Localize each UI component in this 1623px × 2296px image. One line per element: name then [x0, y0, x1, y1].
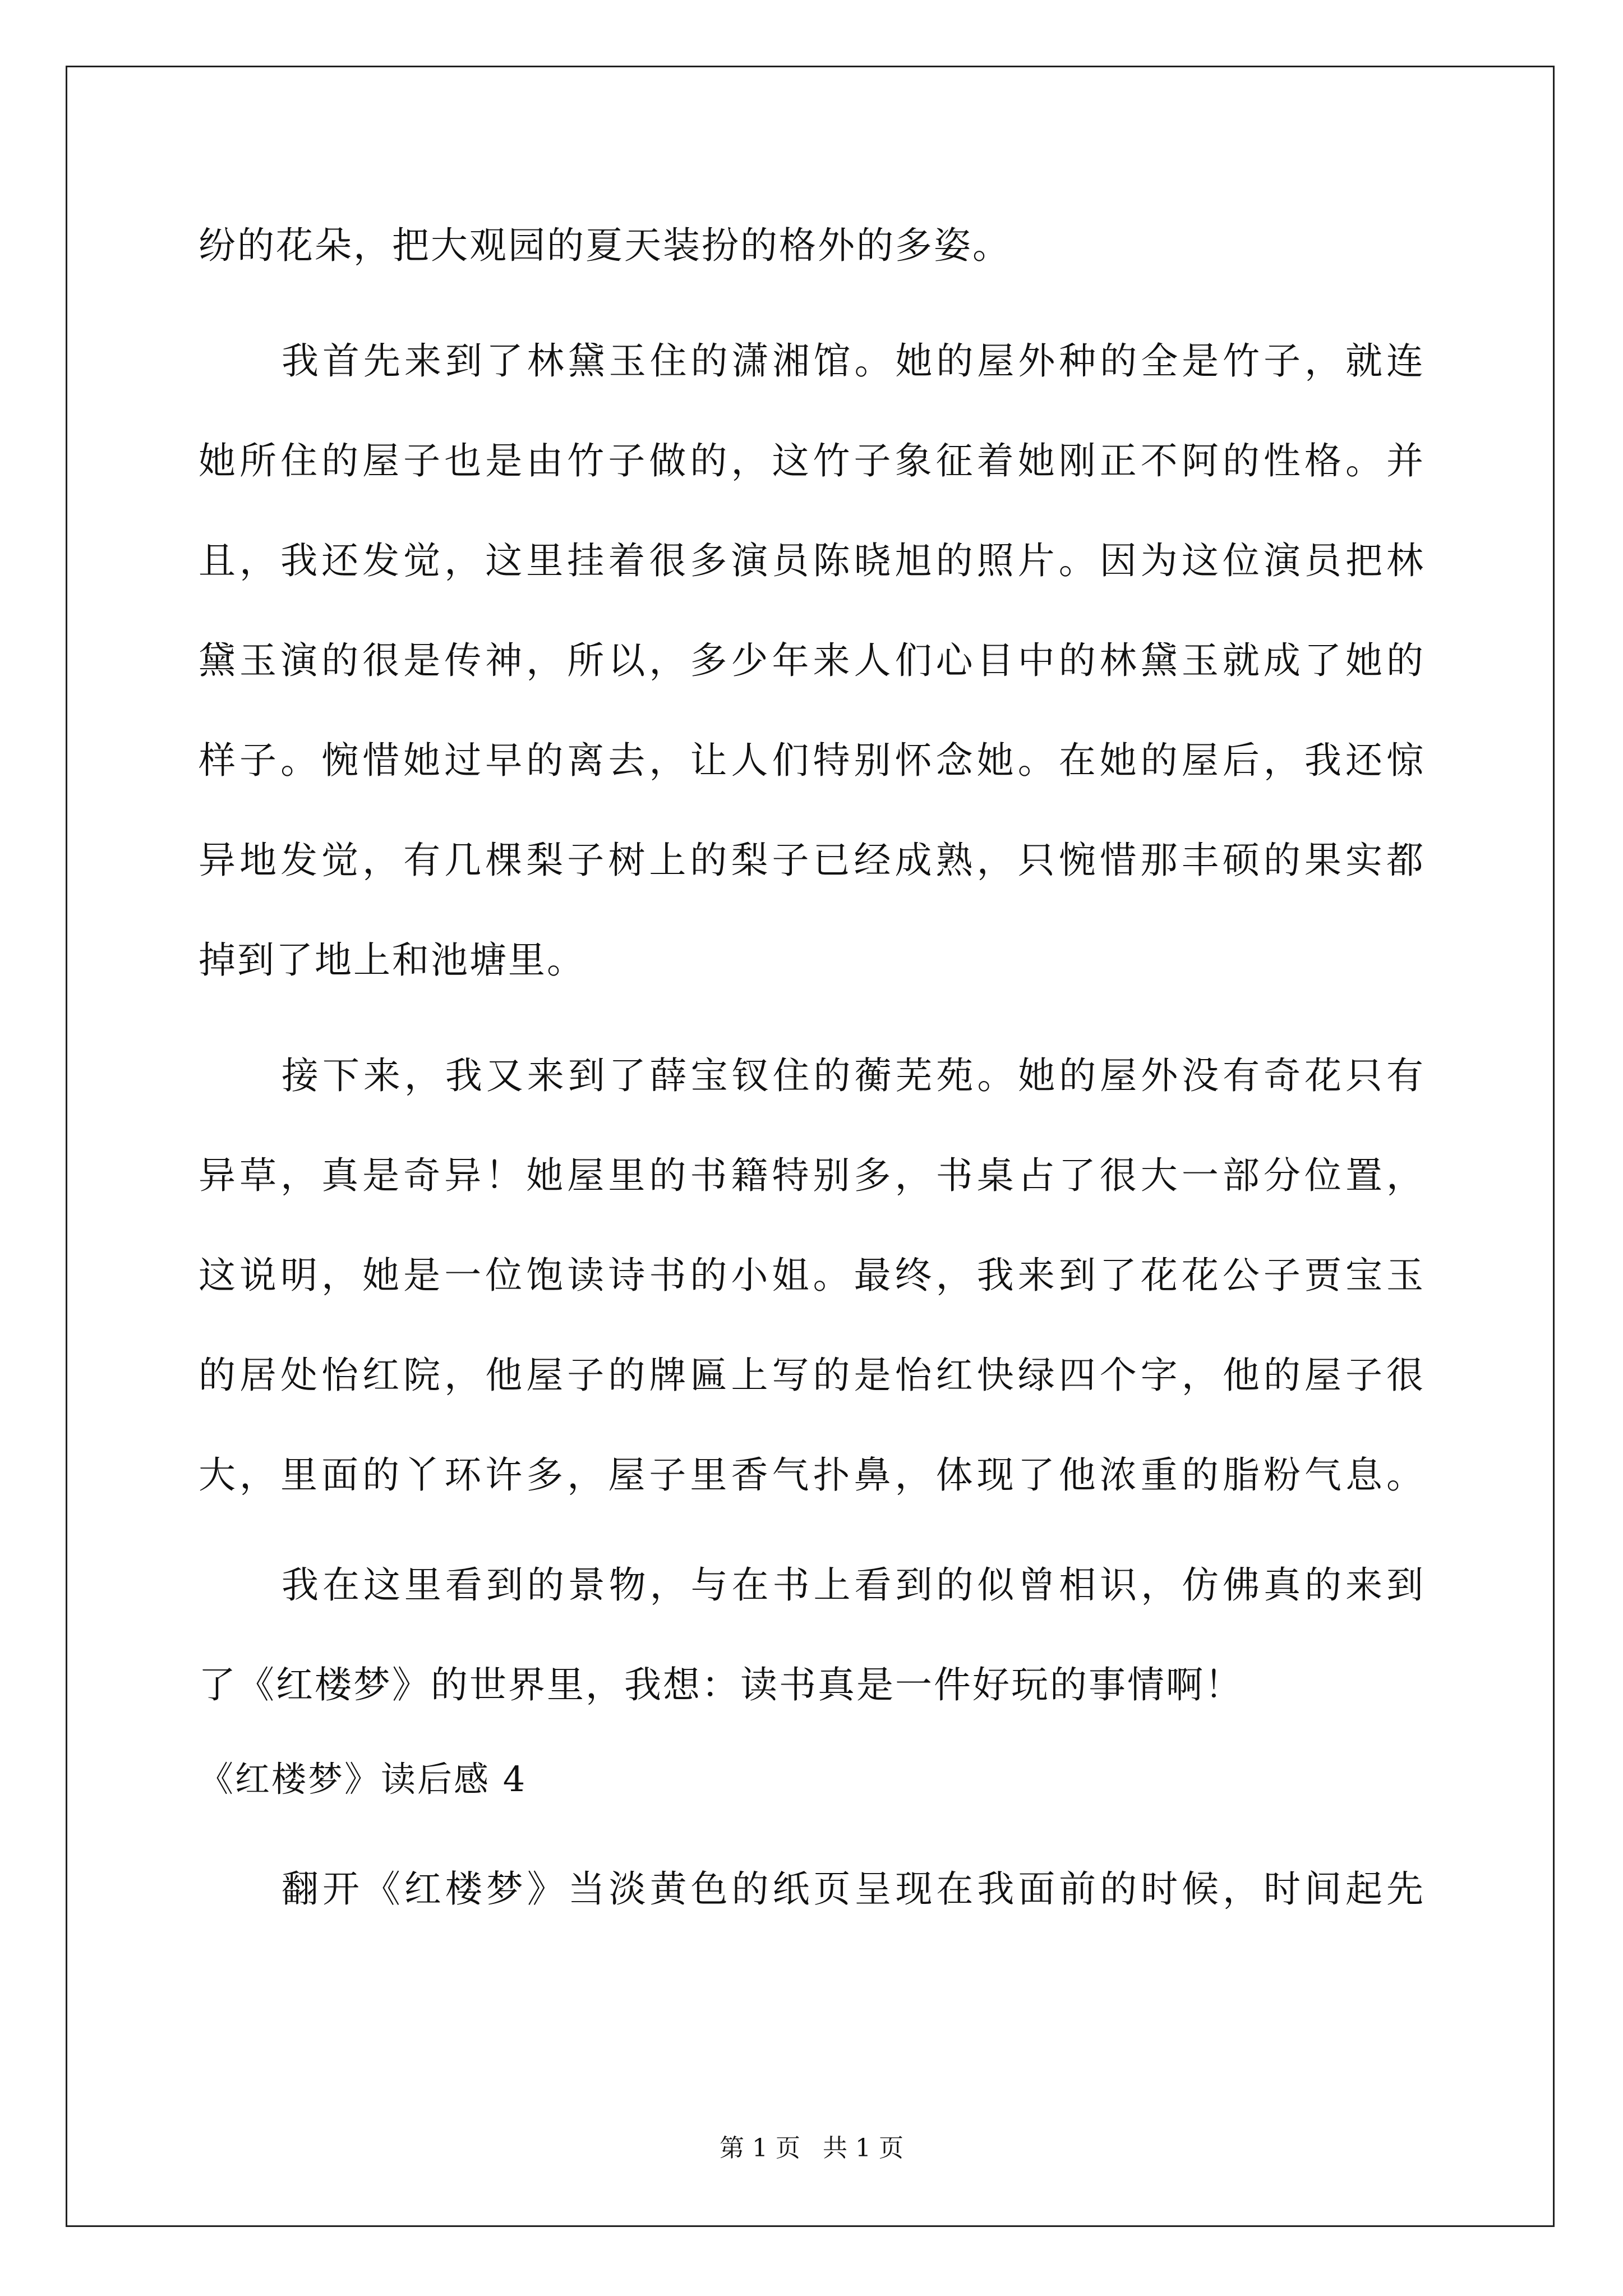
text-line: 样子。惋惜她过早的离去，让人们特别怀念她。在她的屋后，我还惊 — [199, 739, 1423, 782]
paragraph-start-line: 我在这里看到的景物，与在书上看到的似曾相识，仿佛真的来到 — [282, 1563, 1423, 1607]
text-line: 黛玉演的很是传神，所以，多少年来人们心目中的林黛玉就成了她的 — [199, 639, 1423, 682]
text-line: 纷的花朵，把大观园的夏天装扮的格外的多姿。 — [199, 224, 1011, 267]
paragraph-start-line: 翻开《红楼梦》当淡黄色的纸页呈现在我面前的时候，时间起先 — [282, 1867, 1423, 1911]
text-line: 她所住的屋子也是由竹子做的，这竹子象征着她刚正不阿的性格。并 — [199, 439, 1423, 482]
text-line: 这说明，她是一位饱读诗书的小姐。最终，我来到了花花公子贾宝玉 — [199, 1254, 1423, 1297]
text-line: 的居处怡红院，他屋子的牌匾上写的是怡红快绿四个字，他的屋子很 — [199, 1354, 1423, 1397]
text-line: 异草，真是奇异！她屋里的书籍特别多，书桌占了很大一部分位置， — [199, 1154, 1423, 1197]
text-line: 且，我还发觉，这里挂着很多演员陈晓旭的照片。因为这位演员把林 — [199, 539, 1423, 582]
text-line: 掉到了地上和池塘里。 — [199, 938, 585, 982]
paragraph-start-line: 我首先来到了林黛玉住的潇湘馆。她的屋外种的全是竹子，就连 — [282, 339, 1423, 383]
text-line: 大，里面的丫环许多，屋子里香气扑鼻，体现了他浓重的脂粉气息。 — [199, 1453, 1423, 1497]
page-number: 第 1 页 — [720, 2134, 800, 2162]
page-total: 共 1 页 — [823, 2134, 903, 2162]
text-line: 异地发觉，有几棵梨子树上的梨子已经成熟，只惋惜那丰硕的果实都 — [199, 839, 1423, 882]
page-footer — [0, 2132, 1623, 2165]
text-line: 了《红楼梦》的世界里，我想：读书真是一件好玩的事情啊！ — [199, 1663, 1243, 1706]
paragraph-start-line: 接下来，我又来到了薛宝钗住的蘅芜苑。她的屋外没有奇花只有 — [282, 1054, 1423, 1097]
section-heading: 《红楼梦》读后感 4 — [199, 1759, 527, 1800]
